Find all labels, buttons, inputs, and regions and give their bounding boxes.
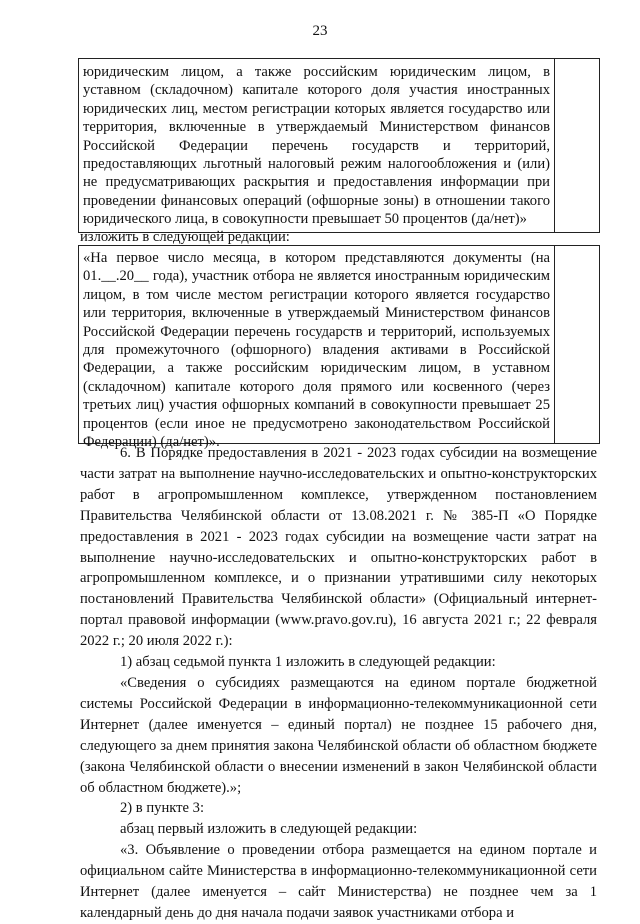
paragraph-subitem-1: 1) абзац седьмой пункта 1 изложить в следующей редакции:: [120, 654, 496, 671]
paragraph-quote-2: «3. Объявление о проведении отбора размещается на едином портале и официальном сайте Министерства в информационно-телекоммуникационной сети Интернет (далее именуется – сайт Министерства) не позднее чем за 1 календарный день до дня начала подачи заявок участниками отбора и: [80, 842, 597, 921]
table-column-divider: [554, 59, 555, 232]
table-new-wording: [78, 245, 600, 451]
document-body: [80, 443, 597, 924]
table-new-cell: «На первое число месяца, в котором представляются документы (на 01.__.20__ года), участник отбора не является иностранным юридическим лицом, в том числе местом регистрации которого является государство или территория, включенные в утверждаемый Министерством финансов Российской Федерации перечень государств и территорий, используемых для промежуточного (офшорного) владения активами в Российской Федерации, а также российским юридическим лицом, в уставном (складочном) капитале которого доля прямого или косвенного (через третьих лиц) участия офшорных компаний в совокупности превышает 25 процентов (если иное не предусмотрено законодательством Российской Федерации) (да/нет)».: [83, 250, 550, 451]
table-column-divider: [554, 246, 555, 443]
paragraph-subitem-2: 2) в пункте 3:: [120, 800, 205, 817]
amendment-instruction: изложить в следующей редакции:: [80, 229, 290, 245]
paragraph-item-6: 6. В Порядке предоставления в 2021 - 2023 годах субсидии на возмещение части затрат на выполнение научно-исследовательских и опытно-конструкторских работ в агропромышленном комплексе, утвержденном постановлением Правительства Челябинской области от 13.08.2021 г. № 385-П «О Порядке предоставления в 2021 - 2023 годах субсидии на возмещение части затрат на выполнение научно-исследовательских и опытно-конструкторских работ в агропромышленном комплексе, и о признании утратившими силу некоторых постановлений Правительства Челябинской области» (Официальный интернет-портал правовой информации (www.pravo.gov.ru), 16 августа 2021 г.; 22 февраля 2022 г.; 20 июля 2022 г.):: [80, 445, 597, 650]
table-old-wording: [78, 58, 600, 233]
page-number: 23: [312, 23, 328, 39]
paragraph-quote-1: «Сведения о субсидиях размещаются на едином портале бюджетной системы Российской Федерации в информационно-телекоммуникационной сети Интернет (далее именуется – единый портал) не позднее 15 рабочего дня, следующего за днем принятия закона Челябинской области об областном бюджете (закона Челябинской области о внесении изменений в закон Челябинской области об областном бюджете).»;: [80, 674, 597, 796]
table-old-cell: юридическим лицом, а также российским юридическим лицом, в уставном (складочном) капитале которого доля участия иностранных юридических лиц, местом регистрации которых является государство или территория, включенные в утверждаемый Министерством финансов Российской Федерации перечень государств и территорий, предоставляющих льготный налоговый режим налогообложения и (или) не предусматривающих раскрытия и предоставления информации при проведении финансовых операций (офшорные зоны) в отношении такого юридического лица, в совокупности превышает 50 процентов (да/нет)»: [83, 64, 550, 228]
paragraph-instruction: абзац первый изложить в следующей редакции:: [120, 821, 418, 838]
